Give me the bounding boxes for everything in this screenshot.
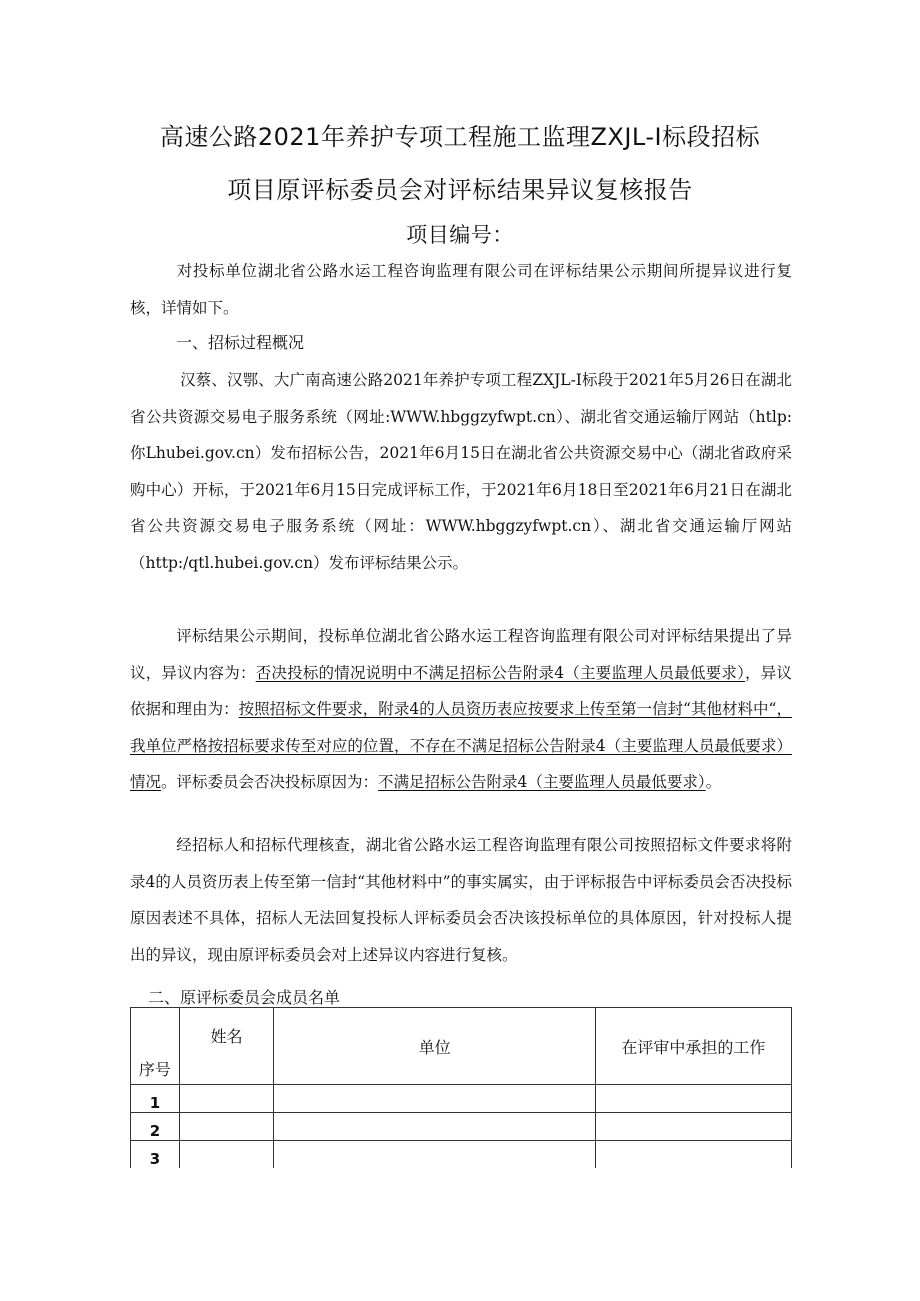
- process-overview-paragraph: [130, 362, 792, 581]
- row-role-cell: [595, 1141, 791, 1169]
- row-unit-cell: [274, 1113, 595, 1141]
- row-number: 2: [131, 1113, 180, 1141]
- row-name-cell: [179, 1113, 274, 1141]
- verification-paragraph: [130, 827, 792, 973]
- report-title-line-1: 高速公路2021年养护专项工程施工监理ZXJL-I标段招标: [159, 123, 761, 151]
- intro-paragraph: [130, 253, 792, 326]
- intro-text: 对投标单位湖北省公路水运工程咨询监理有限公司在评标结果公示期间所提异议进行复核，详情如下。: [130, 262, 792, 317]
- report-title-line-2: 项目原评标委员会对评标结果异议复核报告: [227, 176, 693, 204]
- row-number: 3: [131, 1141, 180, 1169]
- row-role-cell: [595, 1113, 791, 1141]
- row-role-cell: [595, 1085, 791, 1113]
- verification-text: 经招标人和招标代理核查，湖北省公路水运工程咨询监理有限公司按照招标文件要求将附录4的人员资历表上传至第一信封“其他材料中”的事实属实，由于评标报告中评标委员会否决投标原因表述不具体，招标人无法回复投标人评标委员会否决该投标单位的具体原因，针对投标人提出的异议，现由原评标委员会对上述异议内容进行复核。: [130, 836, 792, 964]
- row-unit-cell: [274, 1141, 595, 1169]
- rejection-reason: 不满足招标公告附录4（主要监理人员最低要求）: [378, 773, 706, 791]
- objection-reason: 按照招标文件要求，附录4的人员资历表应按要求上传至第一信封“其他材料中“，我单位严格按招标要求传至对应的位置，不存在不满足招标公告附录4（主要监理人员最低要求）情况: [130, 700, 792, 791]
- project-number-label: 项目编号：: [406, 223, 514, 247]
- header-name: 姓名: [179, 1008, 274, 1085]
- table-row: [131, 1113, 792, 1141]
- section-2-heading: 二、原评标委员会成员名单: [148, 988, 341, 1007]
- row-unit-cell: [274, 1085, 595, 1113]
- process-overview-text: 汉蔡、汉鄂、大广南高速公路2021年养护专项工程ZXJL-I标段于2021年5月26日在湖北省公共资源交易电子服务系统（网址:WWW.hbggzyfwpt.cn）、湖北省交通运输厅网站（htlp:你Lhubei.gov.cn）发布招标公告，2021年6月15日在湖北省公共资源交易中心（湖北省政府采购中心）开标，于2021年6月15日完成评标工作，于2021年6月18日至2021年6月21日在湖北省公共资源交易电子服务系统（网址：WWW.hbggzyfwpt.cn）、湖北省交通运输厅网站（http:/qtl.hubei.gov.cn）发布评标结果公示。: [130, 371, 792, 572]
- objection-text-a: 评标结果公示期间，投标单位湖北省公路水运工程咨询监理有限公司对评标结果提出了异议，异议内容为：: [130, 627, 792, 682]
- objection-text-c: ，异议依据和理由为：: [130, 663, 792, 718]
- header-unit: 单位: [274, 1008, 595, 1085]
- table-header-row: [131, 1008, 792, 1085]
- objection-paragraph: [130, 618, 792, 801]
- row-name-cell: [179, 1141, 274, 1169]
- section-1-heading: 一、招标过程概况: [176, 333, 305, 352]
- committee-members-table: [130, 1007, 792, 1168]
- table-row: [131, 1141, 792, 1169]
- objection-content: 否决投标的情况说明中不满足招标公告附录4（主要监理人员最低要求）: [255, 663, 746, 682]
- header-role: 在评审中承担的工作: [595, 1008, 791, 1085]
- row-number: 1: [131, 1085, 180, 1113]
- table-row: [131, 1085, 792, 1113]
- objection-text-g: 。: [705, 773, 722, 791]
- objection-text-e: 。评标委员会否决投标原因为：: [161, 773, 379, 791]
- row-name-cell: [179, 1085, 274, 1113]
- header-seq: 序号: [131, 1008, 180, 1085]
